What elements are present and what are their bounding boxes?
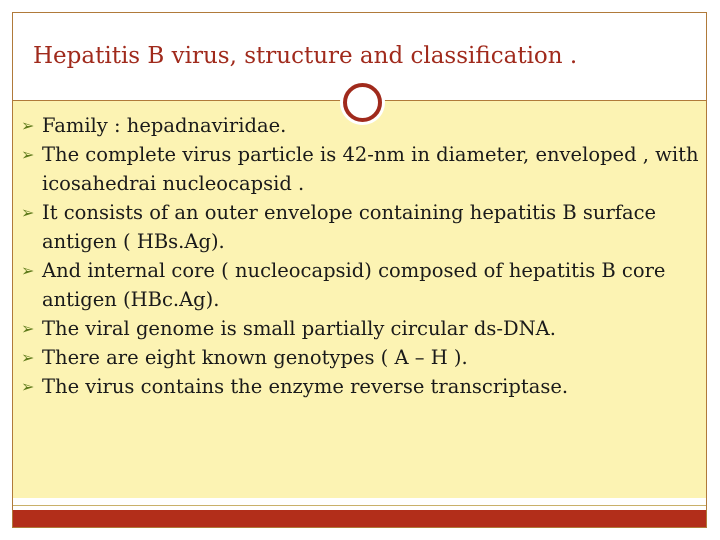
footer-accent-bar <box>13 510 706 527</box>
arrow-bullet-icon: ➢ <box>21 348 35 367</box>
bullet-item <box>21 140 701 198</box>
bullet-item <box>21 198 701 256</box>
bullet-item <box>21 372 701 401</box>
arrow-bullet-icon: ➢ <box>21 377 35 396</box>
bullet-item <box>21 343 701 372</box>
bullet-list <box>21 111 701 401</box>
arrow-bullet-icon: ➢ <box>21 319 35 338</box>
arrow-bullet-icon: ➢ <box>21 145 35 164</box>
bullet-text: The virus contains the enzyme reverse transcriptase. <box>42 375 569 398</box>
bullet-text: The complete virus particle is 42-nm in diameter, enveloped , with icosahedrai nucleocapsid . <box>42 143 699 195</box>
footer-divider <box>13 505 706 506</box>
bullet-text: It consists of an outer envelope containing hepatitis B surface antigen ( HBs.Ag). <box>42 201 657 253</box>
arrow-bullet-icon: ➢ <box>21 261 35 280</box>
bullet-text: Family : hepadnaviridae. <box>42 114 287 137</box>
bullet-text: And internal core ( nucleocapsid) composed of hepatitis B core antigen (HBc.Ag). <box>42 259 666 311</box>
bullet-text: The viral genome is small partially circular ds-DNA. <box>42 317 556 340</box>
arrow-bullet-icon: ➢ <box>21 203 35 222</box>
bullet-item <box>21 111 701 140</box>
bullet-text: There are eight known genotypes ( A – H ). <box>42 346 468 369</box>
bullet-item <box>21 314 701 343</box>
arrow-bullet-icon: ➢ <box>21 116 35 135</box>
bullet-item <box>21 256 701 314</box>
slide-title: Hepatitis B virus, structure and classification . <box>33 43 578 69</box>
slide <box>12 12 707 528</box>
